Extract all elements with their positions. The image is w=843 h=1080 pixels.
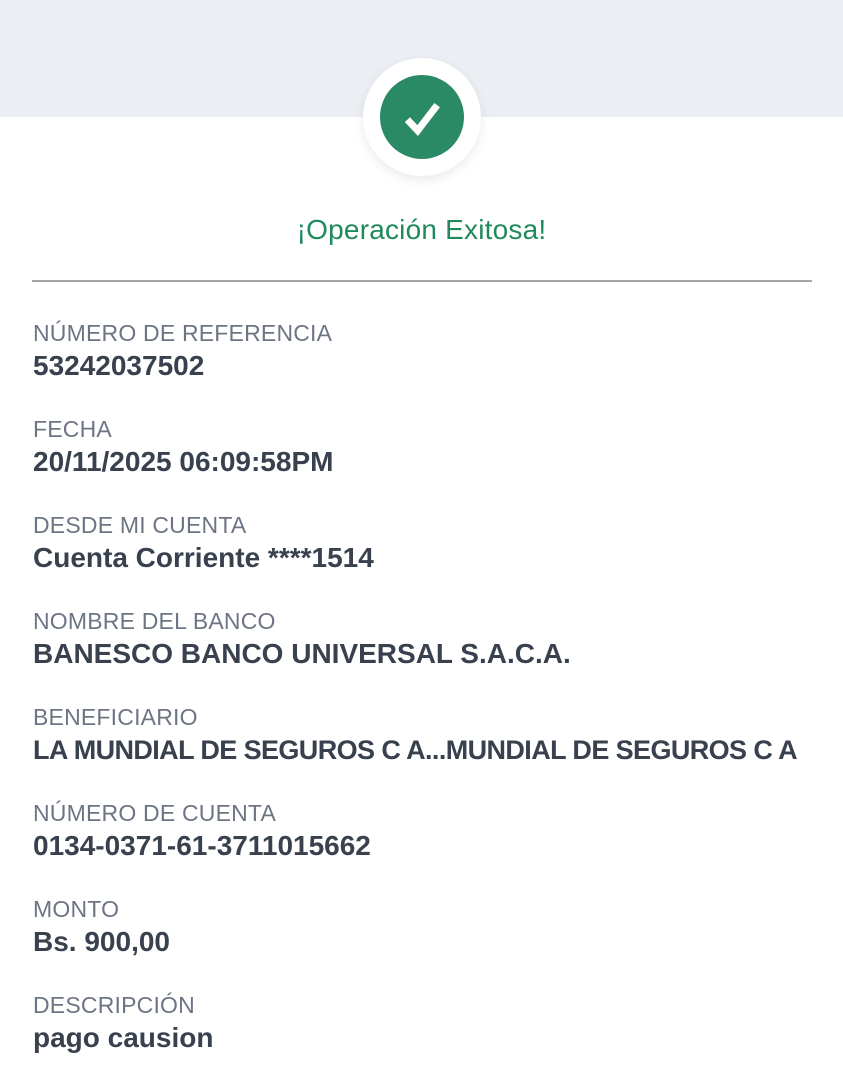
- detail-row-reference: [33, 319, 810, 383]
- detail-value: pago causion: [33, 1022, 214, 1053]
- check-icon: [396, 91, 448, 143]
- detail-value: Cuenta Corriente ****1514: [33, 542, 374, 573]
- detail-value: 53242037502: [33, 350, 205, 381]
- detail-row-date: [33, 415, 810, 479]
- detail-label: NOMBRE DEL BANCO: [33, 608, 276, 634]
- detail-value: LA MUNDIAL DE SEGUROS C A...MUNDIAL DE SEGUROS C A: [33, 735, 798, 765]
- detail-row-bank-name: [33, 607, 810, 671]
- detail-label: MONTO: [33, 896, 120, 922]
- detail-row-from-account: [33, 511, 810, 575]
- detail-value: BANESCO BANCO UNIVERSAL S.A.C.A.: [33, 638, 571, 669]
- detail-label: FECHA: [33, 416, 112, 442]
- check-circle: [380, 75, 464, 159]
- detail-row-beneficiary: [33, 703, 810, 767]
- detail-row-description: [33, 991, 810, 1055]
- detail-label: DESDE MI CUENTA: [33, 512, 247, 538]
- success-title: ¡Operación Exitosa!: [296, 214, 547, 245]
- success-badge: [363, 58, 481, 176]
- detail-label: BENEFICIARIO: [33, 704, 198, 730]
- detail-row-account-number: [33, 799, 810, 863]
- detail-label: DESCRIPCIÓN: [33, 992, 195, 1018]
- detail-value: Bs. 900,00: [33, 926, 170, 957]
- receipt-details: [0, 282, 843, 1055]
- detail-label: NÚMERO DE REFERENCIA: [33, 320, 333, 346]
- detail-label: NÚMERO DE CUENTA: [33, 800, 277, 826]
- detail-row-amount: [33, 895, 810, 959]
- detail-value: 20/11/2025 06:09:58PM: [33, 446, 334, 477]
- detail-value: 0134-0371-61-3711015662: [33, 830, 371, 861]
